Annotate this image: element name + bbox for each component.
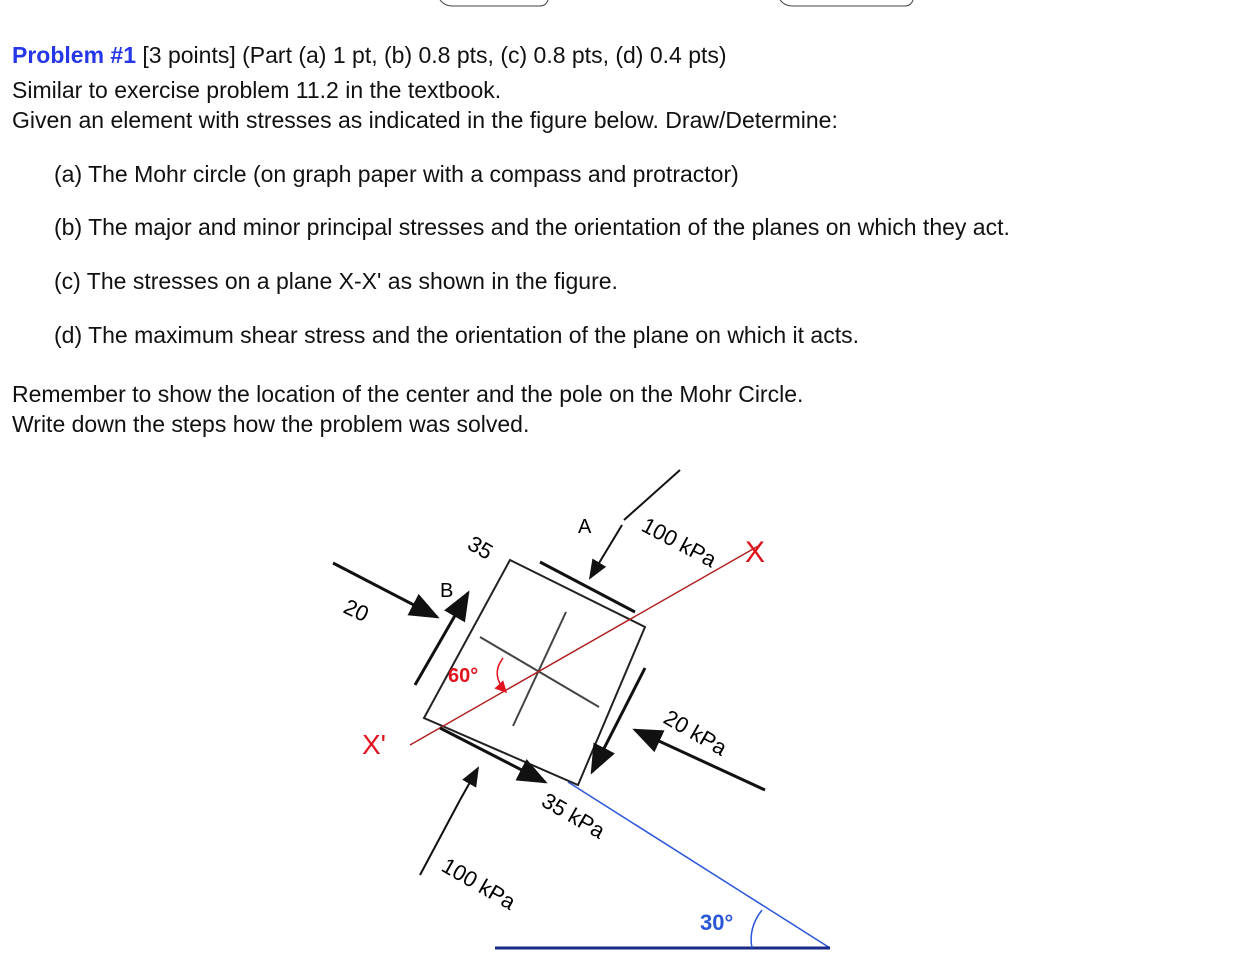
label-20-kpa: 20 kPa — [659, 704, 732, 761]
label-B: B — [440, 580, 454, 602]
plane-x-x-line — [410, 545, 760, 745]
label-X: X — [745, 536, 766, 569]
task-item-d: (d) The maximum shear stress and the orientation of the plane on which it acts. — [54, 322, 859, 348]
points-breakdown: [3 points] (Part (a) 1 pt, (b) 0.8 pts, (c) 0.8 pts, (d) 0.4 pts) — [136, 42, 727, 68]
label-60-deg: 60° — [448, 665, 479, 687]
inclined-plane-line — [568, 782, 830, 948]
problem-reference: Similar to exercise problem 11.2 in the textbook. — [12, 77, 502, 103]
steps-line: Write down the steps how the problem was solved. — [12, 411, 530, 437]
task-item-a: (a) The Mohr circle (on graph paper with a compass and protractor) — [54, 161, 739, 187]
label-30-deg: 30° — [700, 910, 734, 935]
label-100-kpa-top: 100 kPa — [637, 512, 721, 573]
shear-arrow-top — [540, 562, 635, 612]
problem-header — [12, 40, 727, 70]
problem-instruction: Given an element with stresses as indicated in the figure below. Draw/Determine: — [12, 107, 838, 133]
label-35-small: 35 — [463, 530, 498, 565]
stress-element-figure — [0, 460, 1260, 980]
label-100-kpa-bottom: 100 kPa — [437, 852, 520, 915]
task-item-b: (b) The major and minor principal stresses and the orientation of the planes on which they act. — [54, 214, 1010, 240]
angle-60-arc — [497, 658, 506, 692]
shear-arrow-bottom — [440, 728, 545, 782]
task-item-c: (c) The stresses on a plane X-X' as shown in the figure. — [54, 268, 618, 294]
label-X-prime: X' — [362, 729, 387, 760]
shear-arrow-right — [592, 668, 645, 772]
problem-title: Problem #1 — [12, 42, 136, 68]
label-20-small: 20 — [339, 593, 373, 627]
angle-30-arc — [751, 910, 762, 948]
reminder-line: Remember to show the location of the center and the pole on the Mohr Circle. — [12, 381, 804, 407]
top-crop-artifact — [0, 0, 1260, 14]
label-35-kpa: 35 kPa — [537, 787, 610, 844]
label-A: A — [578, 516, 592, 538]
